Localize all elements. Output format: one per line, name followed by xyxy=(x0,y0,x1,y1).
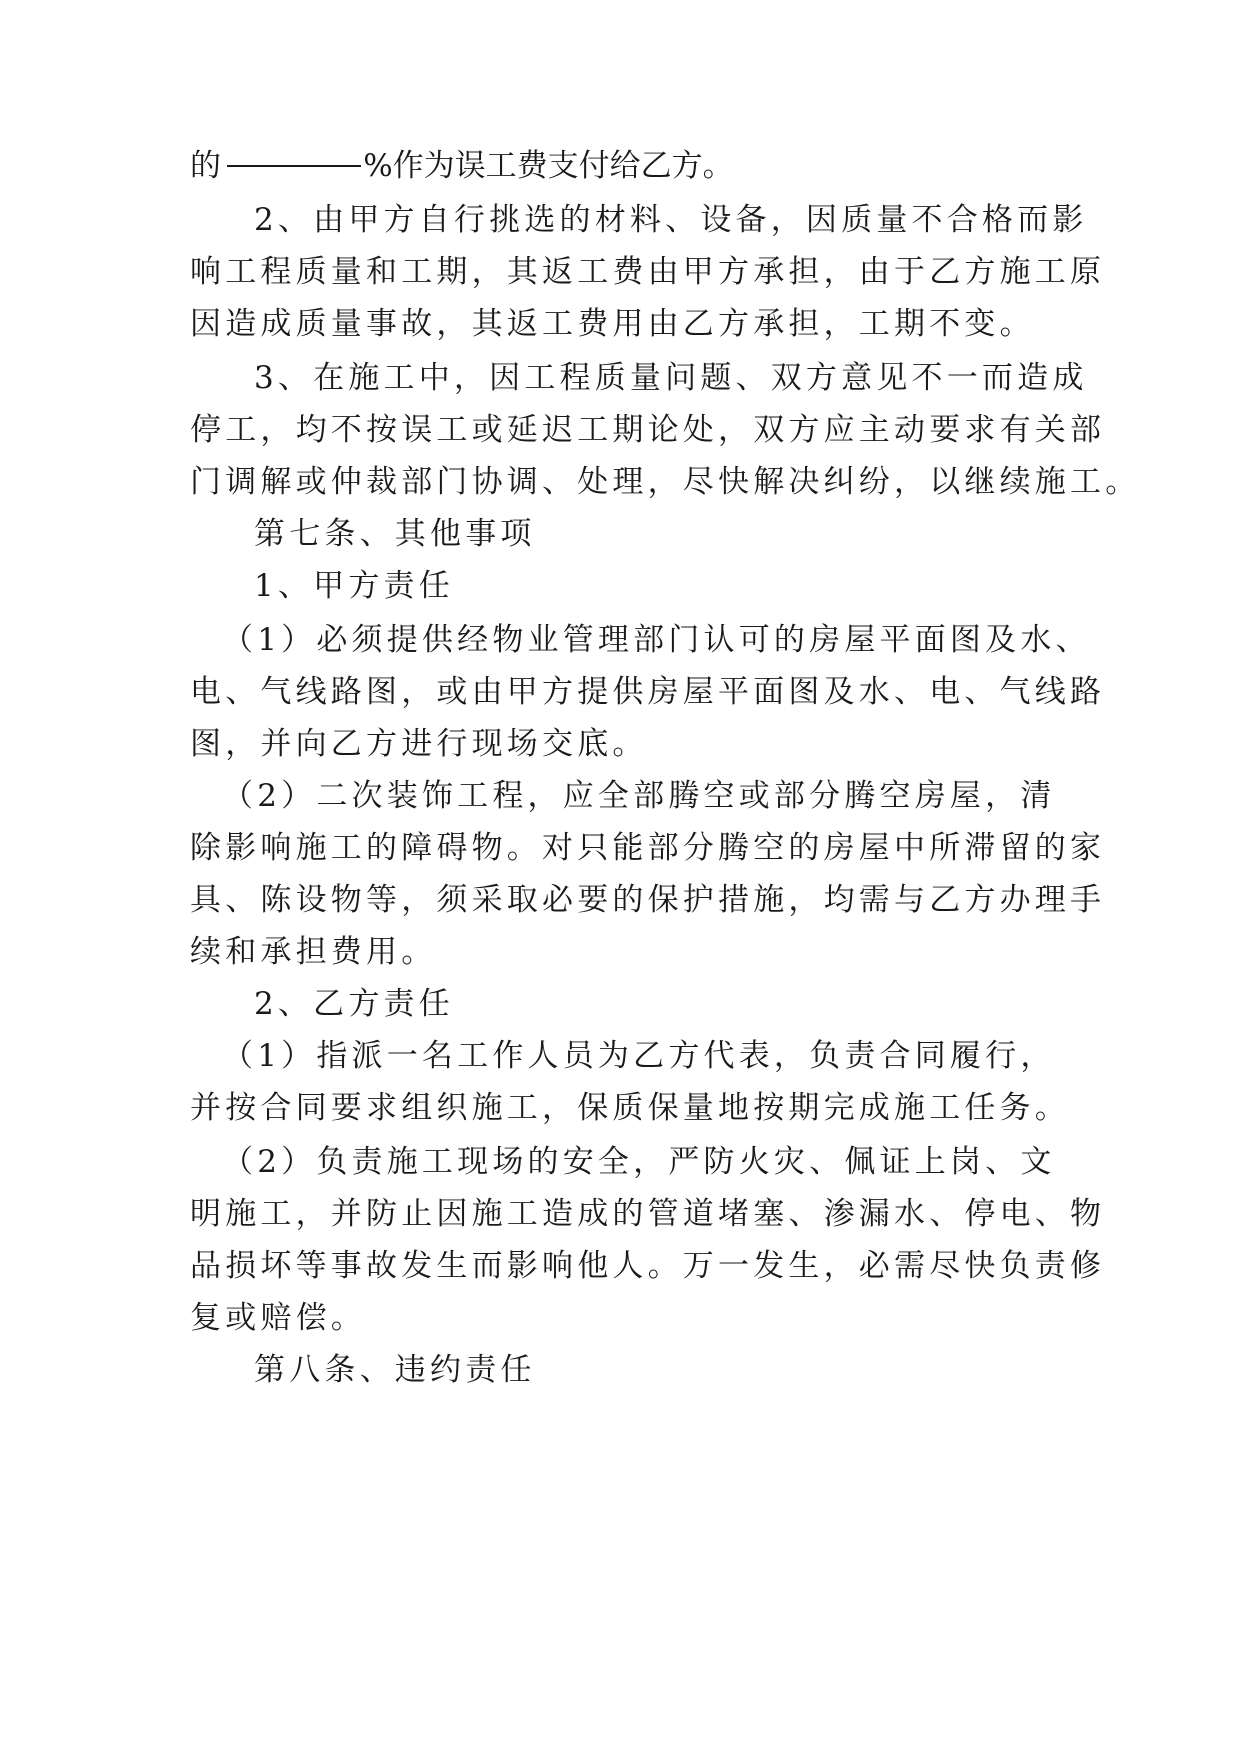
fill-in-blank xyxy=(227,164,361,167)
paragraph-line: 品损坏等事故发生而影响他人。万一发生，必需尽快负责修 xyxy=(190,1248,1106,1284)
subsection-heading: 1、甲方责任 xyxy=(254,568,454,604)
paragraph-line: 并按合同要求组织施工，保质保量地按期完成施工任务。 xyxy=(190,1090,1070,1126)
paragraph-line: 因造成质量事故，其返工费用由乙方承担，工期不变。 xyxy=(190,306,1035,342)
paragraph-line: 复或赔偿。 xyxy=(190,1300,366,1336)
paragraph-line: 电、气线路图，或由甲方提供房屋平面图及水、电、气线路 xyxy=(190,674,1106,710)
paragraph-line: （1）指派一名工作人员为乙方代表，负责合同履行， xyxy=(222,1038,1056,1074)
subsection-heading: 2、乙方责任 xyxy=(254,986,454,1022)
paragraph-line: 3、在施工中，因工程质量问题、双方意见不一而造成 xyxy=(254,360,1088,396)
line-text: 的 xyxy=(190,148,226,184)
section-heading: 第八条、违约责任 xyxy=(254,1352,536,1388)
paragraph-line: 门调解或仲裁部门协调、处理，尽快解决纠纷，以继续施工。 xyxy=(190,464,1141,500)
paragraph-line: （1）必须提供经物业管理部门认可的房屋平面图及水、 xyxy=(222,622,1091,658)
paragraph-line: （2）负责施工现场的安全，严防火灾、佩证上岗、文 xyxy=(222,1144,1056,1180)
paragraph-line: 停工，均不按误工或延迟工期论处，双方应主动要求有关部 xyxy=(190,412,1106,448)
paragraph-line: 2、由甲方自行挑选的材料、设备，因质量不合格而影 xyxy=(254,202,1088,238)
section-heading: 第七条、其他事项 xyxy=(254,516,536,552)
paragraph-line: 图，并向乙方进行现场交底。 xyxy=(190,726,648,762)
paragraph-line: 明施工，并防止因施工造成的管道堵塞、渗漏水、停电、物 xyxy=(190,1196,1106,1232)
paragraph-line: 响工程质量和工期，其返工费由甲方承担，由于乙方施工原 xyxy=(190,254,1106,290)
paragraph-line xyxy=(190,136,1241,196)
line-text: %作为误工费支付给乙方。 xyxy=(363,148,734,184)
paragraph-line: 具、陈设物等，须采取必要的保护措施，均需与乙方办理手 xyxy=(190,882,1106,918)
paragraph-line: 除影响施工的障碍物。对只能部分腾空的房屋中所滞留的家 xyxy=(190,830,1106,866)
paragraph-line: 续和承担费用。 xyxy=(190,934,437,970)
paragraph-line: （2）二次装饰工程，应全部腾空或部分腾空房屋，清 xyxy=(222,778,1056,814)
